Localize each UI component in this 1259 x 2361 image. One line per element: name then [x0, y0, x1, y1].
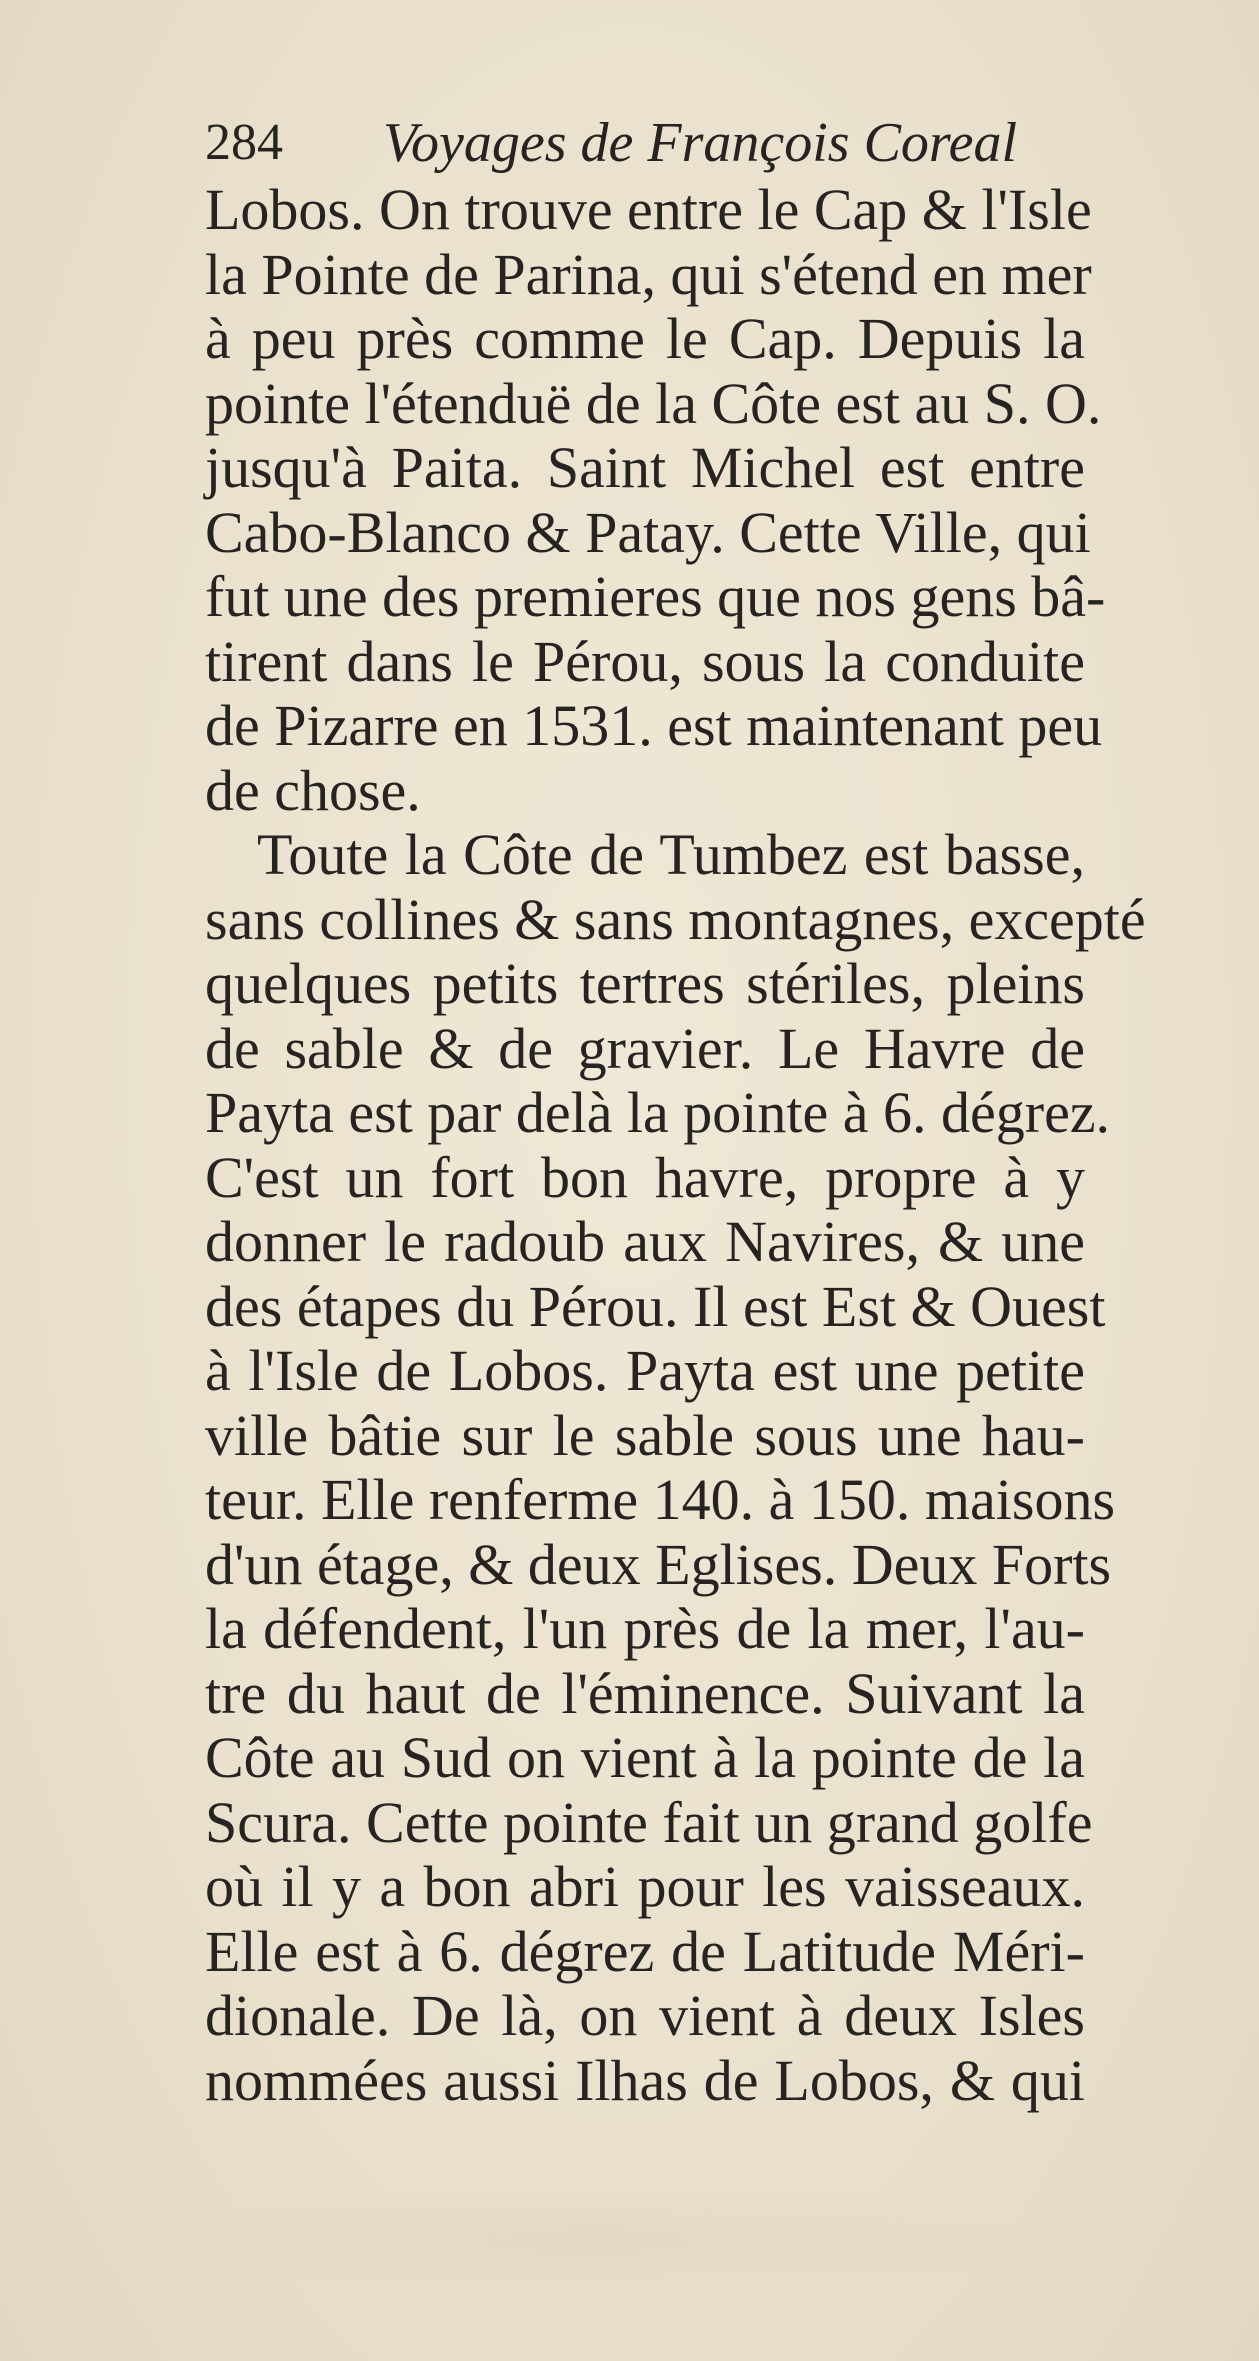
text-line: à l'Isle de Lobos. Payta est une petite: [205, 1338, 1085, 1403]
text-line: d'un étage, & deux Eglises. Deux Forts: [205, 1531, 1112, 1597]
text-line: de Pizarre en 1531. est maintenant peu: [205, 693, 1103, 758]
text-line: Lobos. On trouve entre le Cap & l'Isle: [205, 177, 1092, 242]
page-number: 284: [205, 114, 283, 171]
text-line: Scura. Cette pointe fait un grand golfe: [205, 1789, 1093, 1855]
text-line: où il y a bon abri pour les vaisseaux.: [205, 1854, 1085, 1919]
text-line: sans collines & sans montagnes, excepté: [205, 886, 1146, 952]
text-line: de sable & de gravier. Le Havre de: [205, 1015, 1085, 1081]
text-line: quelques petits tertres stériles, pleins: [205, 951, 1085, 1016]
text-line: Payta est par delà la pointe à 6. dégrez.: [205, 1080, 1111, 1145]
text-line: tirent dans le Pérou, sous la conduite: [205, 628, 1085, 694]
text-line: donner le radoub aux Navires, & une: [205, 1209, 1085, 1274]
text-line: à peu près comme le Cap. Depuis la: [205, 306, 1085, 371]
page-header: [205, 108, 1105, 178]
text-line: Côte au Sud on vient à la pointe de la: [205, 1725, 1085, 1790]
text-line: de chose.: [205, 757, 421, 823]
text-line: C'est un fort bon havre, propre à y: [205, 1144, 1085, 1210]
text-line: Cabo-Blanco & Patay. Cette Ville, qui: [205, 499, 1091, 565]
body-text: [205, 177, 1146, 2113]
text-line: teur. Elle renferme 140. à 150. maisons: [205, 1467, 1116, 1532]
text-line: jusqu'à Paita. Saint Michel est entre: [205, 435, 1085, 500]
paper-stain: [150, 2180, 1050, 2300]
text-line: la Pointe de Parina, qui s'étend en mer: [205, 241, 1092, 307]
text-line: fut une des premieres que nos gens bâ-: [205, 564, 1106, 629]
text-line: la défendent, l'un près de la mer, l'au-: [205, 1596, 1085, 1661]
running-title: Voyages de François Coreal: [383, 112, 1018, 174]
text-line: des étapes du Pérou. Il est Est & Ouest: [205, 1273, 1106, 1339]
text-line: pointe l'étenduë de la Côte est au S. O.: [205, 370, 1102, 436]
text-line: dionale. De là, on vient à deux Isles: [205, 1983, 1085, 2048]
text-line: Elle est à 6. dégrez de Latitude Méri-: [205, 1918, 1085, 1984]
text-line: Toute la Côte de Tumbez est basse,: [257, 822, 1085, 887]
text-line: nommées aussi Ilhas de Lobos, & qui: [205, 2047, 1085, 2113]
text-line: ville bâtie sur le sable sous une hau-: [205, 1402, 1085, 1468]
text-line: tre du haut de l'éminence. Suivant la: [205, 1660, 1085, 1726]
